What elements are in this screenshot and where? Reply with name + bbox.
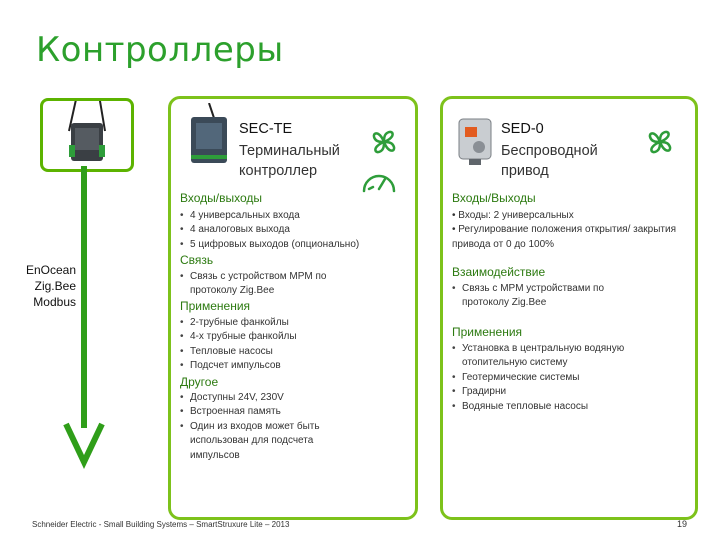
sed-0-interaction-heading: Взаимодействие <box>452 265 546 279</box>
sed-0-apps-heading: Применения <box>452 325 523 339</box>
sed-0-apps-list <box>452 342 682 414</box>
list-item: • Встроенная память <box>180 405 356 419</box>
protocol-item: Modbus <box>33 295 76 309</box>
list-item: • Входы: 2 универсальных <box>452 210 574 221</box>
sed-0-name: SED-0 <box>501 121 544 137</box>
sec-te-card <box>168 96 418 520</box>
sed-0-interaction-list <box>452 282 652 311</box>
sec-te-comm-heading: Связь <box>180 253 214 267</box>
footer-text: Schneider Electric - Small Building Systems – SmartStruxure Lite – 2013 <box>32 520 290 529</box>
sec-te-other-heading: Другое <box>180 375 219 389</box>
list-item: • Тепловые насосы <box>180 345 406 359</box>
sec-te-other-list <box>180 391 356 463</box>
arrow-down-icon <box>60 420 108 470</box>
sed-0-io-list <box>452 209 688 252</box>
list-item: • Установка в центральную водяную отопительную систему <box>452 342 682 371</box>
list-item: • 5 цифровых выходов (опционально) <box>180 238 406 252</box>
list-item: • Градирни <box>452 385 682 399</box>
list-item: • 4-х трубные фанкойлы <box>180 330 406 344</box>
list-item: • Регулирование положения открытия/ закрытия привода от 0 до 100% <box>452 224 676 250</box>
sec-te-io-list <box>180 209 406 252</box>
sed-0-subtitle: Беспроводной привод <box>501 143 598 179</box>
actuator-device-icon <box>455 115 495 167</box>
list-item: • Доступны 24V, 230V <box>180 391 356 405</box>
gauge-icon <box>359 167 399 197</box>
sec-te-comm-list <box>180 270 376 299</box>
list-item: • 4 универсальных входа <box>180 209 406 223</box>
list-item: • Один из входов может быть использован для подсчета импульсов <box>180 420 356 463</box>
fan-icon <box>367 125 401 159</box>
protocol-list <box>8 262 76 310</box>
list-item: • Связь с устройством MPM по протоколу Zig.Bee <box>180 270 376 299</box>
sed-0-io-heading: Входы/Выходы <box>452 191 536 205</box>
list-item: • Подсчет импульсов <box>180 359 406 373</box>
list-item: • Водяные тепловые насосы <box>452 400 682 414</box>
protocol-item: EnOcean <box>25 263 76 277</box>
sed-0-card <box>440 96 698 520</box>
device-image-box <box>40 98 134 172</box>
list-item: • Геотермические системы <box>452 371 682 385</box>
fan-icon <box>643 125 677 159</box>
list-item: • 4 аналоговых выхода <box>180 223 406 237</box>
page-title: Контроллеры <box>36 30 284 70</box>
arrow-shaft <box>81 166 87 428</box>
sec-te-name: SEC-TE <box>239 121 293 137</box>
protocol-item: Zig.Bee <box>34 279 76 293</box>
sec-te-apps-list <box>180 316 406 374</box>
sec-te-device-icon <box>185 103 233 165</box>
list-item: • 2-трубные фанкойлы <box>180 316 406 330</box>
list-item: • Связь с MPM устройствами по протоколу Zig.Bee <box>452 282 652 311</box>
sec-te-apps-heading: Применения <box>180 299 251 313</box>
sec-te-subtitle: Терминальный контроллер <box>239 143 340 179</box>
controller-device-icon <box>43 101 131 169</box>
sec-te-io-heading: Входы/выходы <box>180 191 263 205</box>
page-number: 19 <box>677 519 688 529</box>
